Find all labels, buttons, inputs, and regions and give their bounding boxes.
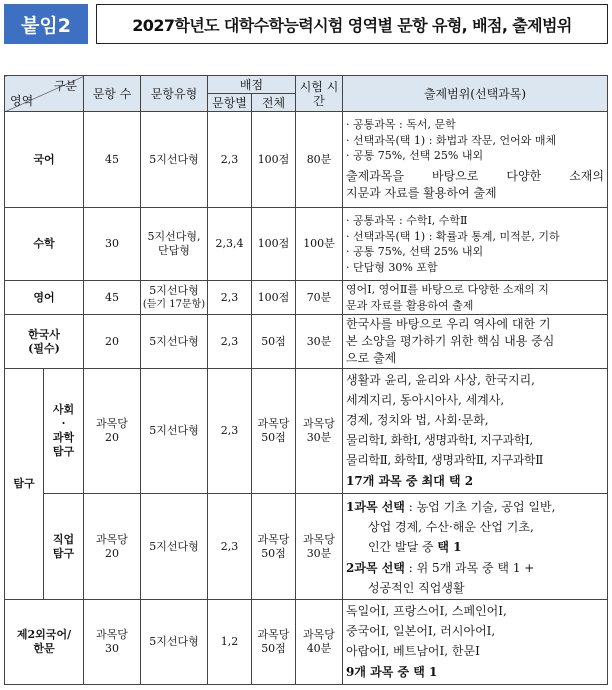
sub-area-social-science xyxy=(44,369,84,494)
scope-line: 독일어Ⅰ, 프랑스어Ⅰ, 스페인어Ⅰ, xyxy=(346,604,507,618)
type-cell: 5지선다형 xyxy=(141,494,208,600)
area-line: 한국사 xyxy=(28,327,60,341)
sub-area-line: 직업 xyxy=(52,532,75,546)
type-line: 5지선다형 xyxy=(149,283,199,297)
count-line: 30 xyxy=(105,642,119,655)
header-total: 전체 xyxy=(252,94,296,112)
header-diagonal-cell xyxy=(5,76,84,112)
total-cell xyxy=(252,369,296,494)
time-line: 40분 xyxy=(306,642,332,655)
count-line: 과목당 xyxy=(96,532,128,546)
exam-table xyxy=(4,75,608,685)
type-cell xyxy=(141,281,208,315)
attachment-badge: 붙임2 xyxy=(4,4,88,44)
scope-note: 17개 과목 중 최대 택 2 xyxy=(346,474,474,488)
time-cell: 30분 xyxy=(296,315,343,369)
type-cell: 5지선다형 xyxy=(141,369,208,494)
scope-cell xyxy=(343,600,608,685)
scope-line: · 공통 75%, 선택 25% 내외 xyxy=(346,245,484,258)
time-line: 30분 xyxy=(306,546,332,560)
count-line: 과목당 xyxy=(96,628,128,641)
scope-note: 지문과 자료를 활용하여 출제 xyxy=(346,185,497,200)
area-line: (필수) xyxy=(28,341,60,355)
total-cell: 100점 xyxy=(252,281,296,315)
scope-cell xyxy=(343,315,608,369)
type-cell xyxy=(141,208,208,281)
table-row xyxy=(5,369,608,494)
sub-area-vocational xyxy=(44,494,84,600)
total-line: 50점 xyxy=(261,431,286,444)
scope-note: 출제과목을 바탕으로 다양한 소재의 xyxy=(346,168,604,183)
sub-area-line: 과학 xyxy=(52,431,75,444)
scope-line: · 단답형 30% 포함 xyxy=(346,260,438,274)
header xyxy=(4,4,608,44)
type-line: (듣기 17문항) xyxy=(142,298,206,310)
scope-line: 세계지리, 동아시아사, 세계사, xyxy=(346,393,505,407)
scope-note: 9개 과목 중 택 1 xyxy=(346,665,438,679)
area-inquiry: 탐구 xyxy=(5,369,44,600)
header-gubun: 구분 xyxy=(53,79,77,93)
area-korean-history xyxy=(5,315,84,369)
count-cell xyxy=(84,600,141,685)
area-foreign-language xyxy=(5,600,84,685)
header-scope: 출제범위(선택과목) xyxy=(343,76,608,112)
time-cell xyxy=(296,600,343,685)
total-cell xyxy=(252,494,296,600)
points-cell: 2,3 xyxy=(208,315,252,369)
time-cell xyxy=(296,494,343,600)
points-cell: 2,3 xyxy=(208,281,252,315)
points-cell: 2,3 xyxy=(208,112,252,208)
time-line: 과목당 xyxy=(303,532,335,546)
header-points: 배점 xyxy=(208,76,296,94)
scope-cell xyxy=(343,494,608,600)
scope-line xyxy=(346,557,604,579)
sub-area-line: · xyxy=(61,417,66,430)
points-cell: 2,3 xyxy=(208,494,252,600)
scope-line: 상업 경제, 수산·해운 산업 기초, xyxy=(368,519,534,534)
scope-line: · 선택과목(택 1) : 확률과 통계, 미적분, 기하 xyxy=(346,229,560,243)
scope-line: · 공통과목 : 독서, 문학 xyxy=(346,118,456,132)
scope-line: 경제, 정치와 법, 사회·문화, xyxy=(346,413,489,427)
area-math: 수학 xyxy=(5,208,84,281)
table-row xyxy=(5,112,608,208)
total-cell xyxy=(252,600,296,685)
type-cell: 5지선다형 xyxy=(141,112,208,208)
count-cell: 45 xyxy=(84,112,141,208)
scope-text: 인간 발달 중 xyxy=(368,539,438,554)
time-cell: 80분 xyxy=(296,112,343,208)
type-cell: 5지선다형 xyxy=(141,600,208,685)
count-line: 과목당 xyxy=(96,417,128,430)
scope-line: 중국어Ⅰ, 일본어Ⅰ, 러시아어Ⅰ, xyxy=(346,624,496,638)
area-korean: 국어 xyxy=(5,112,84,208)
total-cell: 100점 xyxy=(252,112,296,208)
scope-cell xyxy=(343,369,608,494)
count-line: 20 xyxy=(105,431,119,444)
count-line: 20 xyxy=(105,546,119,560)
scope-line: · 공통과목 : 수학Ⅰ, 수학Ⅱ xyxy=(346,214,468,227)
points-cell: 2,3 xyxy=(208,369,252,494)
time-line: 30분 xyxy=(306,431,332,444)
scope-text: : 농업 기초 기술, 공업 일반, xyxy=(404,499,556,514)
scope-line: 한국사를 바탕으로 우리 역사에 대한 기 xyxy=(346,317,551,331)
count-cell xyxy=(84,494,141,600)
scope-line: 본 소양을 평가하기 위한 핵심 내용 중심 xyxy=(346,334,555,348)
header-time: 시험 시간 xyxy=(296,76,343,112)
scope-cell xyxy=(343,281,608,315)
points-cell: 1,2 xyxy=(208,600,252,685)
scope-line: · 공통 75%, 선택 25% 내외 xyxy=(346,149,484,163)
count-cell: 30 xyxy=(84,208,141,281)
area-line: 제2외국어/ xyxy=(16,628,72,641)
scope-line: 물리학Ⅱ, 화학Ⅱ, 생명과학Ⅱ, 지구과학Ⅱ xyxy=(346,453,544,467)
total-line: 과목당 xyxy=(257,628,290,641)
scope-line: 성공적인 직업생활 xyxy=(368,580,465,595)
time-cell xyxy=(296,369,343,494)
scope-line xyxy=(346,497,604,517)
count-cell: 20 xyxy=(84,315,141,369)
scope-line: 물리학Ⅰ, 화학Ⅰ, 생명과학Ⅰ, 지구과학Ⅰ, xyxy=(346,433,533,447)
scope-cell xyxy=(343,208,608,281)
total-line: 과목당 xyxy=(257,532,290,546)
count-cell xyxy=(84,369,141,494)
type-line: 단답형 xyxy=(158,244,190,257)
scope-line: 생활과 윤리, 윤리와 사상, 한국지리, xyxy=(346,373,535,387)
time-line: 과목당 xyxy=(303,417,335,430)
sub-area-line: 탐구 xyxy=(52,445,75,458)
total-cell: 50점 xyxy=(252,315,296,369)
table-row xyxy=(5,208,608,281)
type-line: 5지선다형, xyxy=(147,230,201,243)
table-row xyxy=(5,494,608,600)
header-yeongyeok: 영역 xyxy=(10,94,34,108)
table-row xyxy=(5,315,608,369)
points-cell: 2,3,4 xyxy=(208,208,252,281)
sub-area-line: 사회 xyxy=(52,403,75,416)
time-line: 과목당 xyxy=(303,628,335,641)
scope-cell xyxy=(343,112,608,208)
area-english: 영어 xyxy=(5,281,84,315)
table-row xyxy=(5,600,608,685)
total-line: 50점 xyxy=(261,546,286,560)
type-cell: 5지선다형 xyxy=(141,315,208,369)
header-type: 문항유형 xyxy=(141,76,208,112)
scope-line: 아랍어Ⅰ, 베트남어Ⅰ, 한문Ⅰ xyxy=(346,644,480,658)
total-line: 과목당 xyxy=(257,417,290,430)
scope-emphasis: 1과목 선택 xyxy=(346,499,405,514)
document-title: 2027학년도 대학수학능력시험 영역별 문항 유형, 배점, 출제범위 xyxy=(96,4,608,44)
table-row xyxy=(5,281,608,315)
area-line: 한문 xyxy=(33,642,55,655)
time-cell: 70분 xyxy=(296,281,343,315)
header-count: 문항 수 xyxy=(84,76,141,112)
scope-line: 문과 자료를 활용하여 출제 xyxy=(346,298,474,312)
scope-text: : 위 5개 과목 중 택 1 + xyxy=(404,560,535,575)
scope-line: 으로 출제 xyxy=(346,351,397,365)
sub-area-line: 탐구 xyxy=(52,546,75,560)
scope-line: · 선택과목(택 1) : 화법과 작문, 언어와 매체 xyxy=(346,133,557,147)
scope-line xyxy=(346,537,604,557)
header-per-item: 문항별 xyxy=(208,94,252,112)
time-cell: 100분 xyxy=(296,208,343,281)
scope-emphasis: 2과목 선택 xyxy=(346,560,405,575)
scope-emphasis: 택 1 xyxy=(437,539,462,554)
scope-line: 영어Ⅰ, 영어Ⅱ를 바탕으로 다양한 소재의 지 xyxy=(346,283,549,296)
total-line: 50점 xyxy=(261,642,286,655)
count-cell: 45 xyxy=(84,281,141,315)
total-cell: 100점 xyxy=(252,208,296,281)
